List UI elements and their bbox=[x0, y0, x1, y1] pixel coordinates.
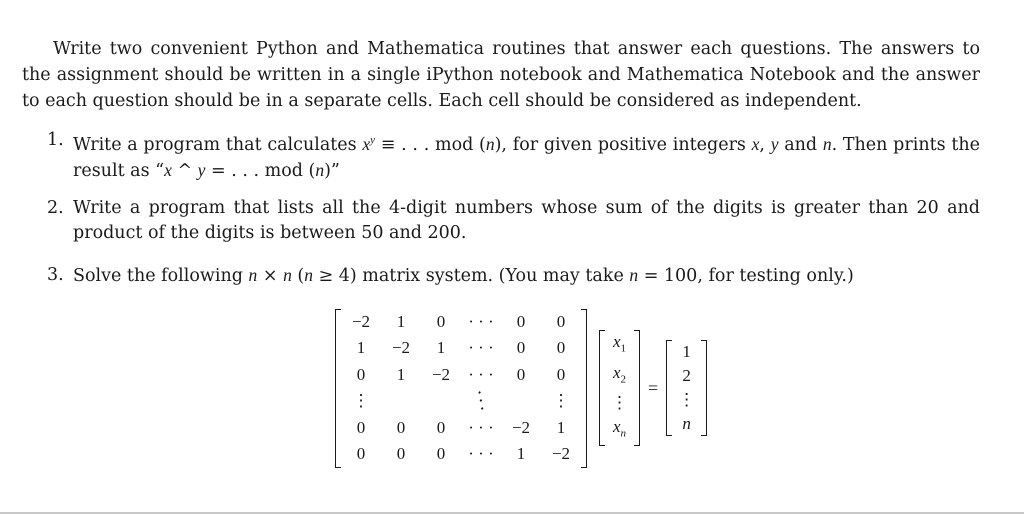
matrix-cell: · · · bbox=[468, 311, 494, 331]
matrix-cell bbox=[501, 388, 541, 415]
matrix-cell: 0 bbox=[356, 417, 366, 437]
equals-sign: = bbox=[648, 377, 659, 398]
matrix-cell: · · · bbox=[468, 417, 494, 437]
matrix-cell: 0 bbox=[396, 417, 406, 437]
matrix-cell: −2 bbox=[551, 444, 571, 463]
matrix-cell: 1 bbox=[396, 364, 406, 384]
matrix-cell: 1 bbox=[556, 417, 566, 437]
vector-entry: $x_n$ bbox=[612, 417, 627, 440]
matrix-row bbox=[341, 388, 581, 415]
matrix-cell: 0 bbox=[556, 338, 566, 357]
matrix-row bbox=[341, 309, 581, 336]
matrix-cell: 0 bbox=[556, 364, 566, 384]
question-1 bbox=[47, 128, 980, 184]
vector-entry: 2 bbox=[682, 366, 691, 385]
matrix-cell bbox=[421, 388, 461, 415]
vector-entry: ⋮ bbox=[611, 393, 628, 413]
rhs-vector bbox=[666, 340, 707, 436]
question-text: Write a program that calculates $x^y$ ≡ . . . mod (n), for given positive integers x, y and n. Then prints the result as “x ^ y = . . . mod (n)” bbox=[73, 133, 980, 181]
vector-entry: $x_2$ bbox=[612, 362, 627, 386]
question-3 bbox=[47, 263, 980, 289]
question-text: Solve the following n × n (n ≥ 4) matrix system. (You may take n = 100, for testing only.) bbox=[73, 265, 854, 286]
coefficient-matrix bbox=[335, 309, 587, 468]
question-2 bbox=[47, 196, 980, 246]
matrix-cell: −2 bbox=[391, 338, 411, 357]
matrix-cell: 0 bbox=[516, 338, 526, 357]
vector-entry: 1 bbox=[682, 342, 691, 361]
matrix-cell: 0 bbox=[516, 364, 526, 384]
question-number: 2. bbox=[47, 198, 64, 218]
matrix-cell: ⋮ bbox=[352, 391, 370, 410]
matrix-cell: 0 bbox=[436, 311, 446, 331]
matrix-equation bbox=[335, 306, 707, 470]
matrix-cell: · · · bbox=[468, 444, 494, 463]
matrix-cell: ⋮ bbox=[552, 391, 570, 410]
matrix-cell: 1 bbox=[436, 338, 446, 357]
matrix-cell: ⋱ bbox=[468, 387, 495, 414]
vector-entry: $x_1$ bbox=[612, 332, 627, 355]
matrix-cell: 1 bbox=[516, 444, 526, 463]
matrix-cell: −2 bbox=[431, 364, 451, 384]
matrix-cell: 0 bbox=[516, 311, 526, 331]
matrix-cell: · · · bbox=[468, 338, 494, 357]
question-number: 1. bbox=[47, 130, 64, 150]
question-number: 3. bbox=[47, 265, 64, 285]
matrix-cell bbox=[381, 388, 421, 415]
matrix-cell: 0 bbox=[556, 311, 566, 331]
matrix-cell: 0 bbox=[356, 444, 366, 463]
matrix-cell: · · · bbox=[468, 364, 494, 384]
intro-paragraph: Write two convenient Python and Mathematica routines that answer each questions. The answers to the assignment should be written in a single iPython notebook and Mathematica Notebook and the answer to each question should be in a separate cells. Each cell should be considered as independent. bbox=[22, 39, 980, 111]
matrix-cell: 0 bbox=[436, 444, 446, 463]
matrix-row bbox=[341, 441, 581, 468]
question-text: Write a program that lists all the 4-digit numbers whose sum of the digits is greater than 20 and product of the digits is between 50 and 200. bbox=[73, 198, 980, 243]
unknown-vector bbox=[599, 330, 640, 445]
matrix-cell: −2 bbox=[511, 417, 531, 437]
matrix-cell: 0 bbox=[436, 417, 446, 437]
matrix-cell: 1 bbox=[396, 311, 406, 331]
vector-entry: n bbox=[682, 414, 691, 433]
matrix-cell: −2 bbox=[351, 311, 371, 331]
matrix-cell: 0 bbox=[396, 444, 406, 463]
matrix-cell: 0 bbox=[356, 364, 366, 384]
matrix-row bbox=[341, 335, 581, 362]
matrix-cell: 1 bbox=[356, 338, 366, 357]
matrix-row bbox=[341, 415, 581, 442]
matrix-row bbox=[341, 362, 581, 389]
vector-entry: ⋮ bbox=[678, 390, 696, 409]
